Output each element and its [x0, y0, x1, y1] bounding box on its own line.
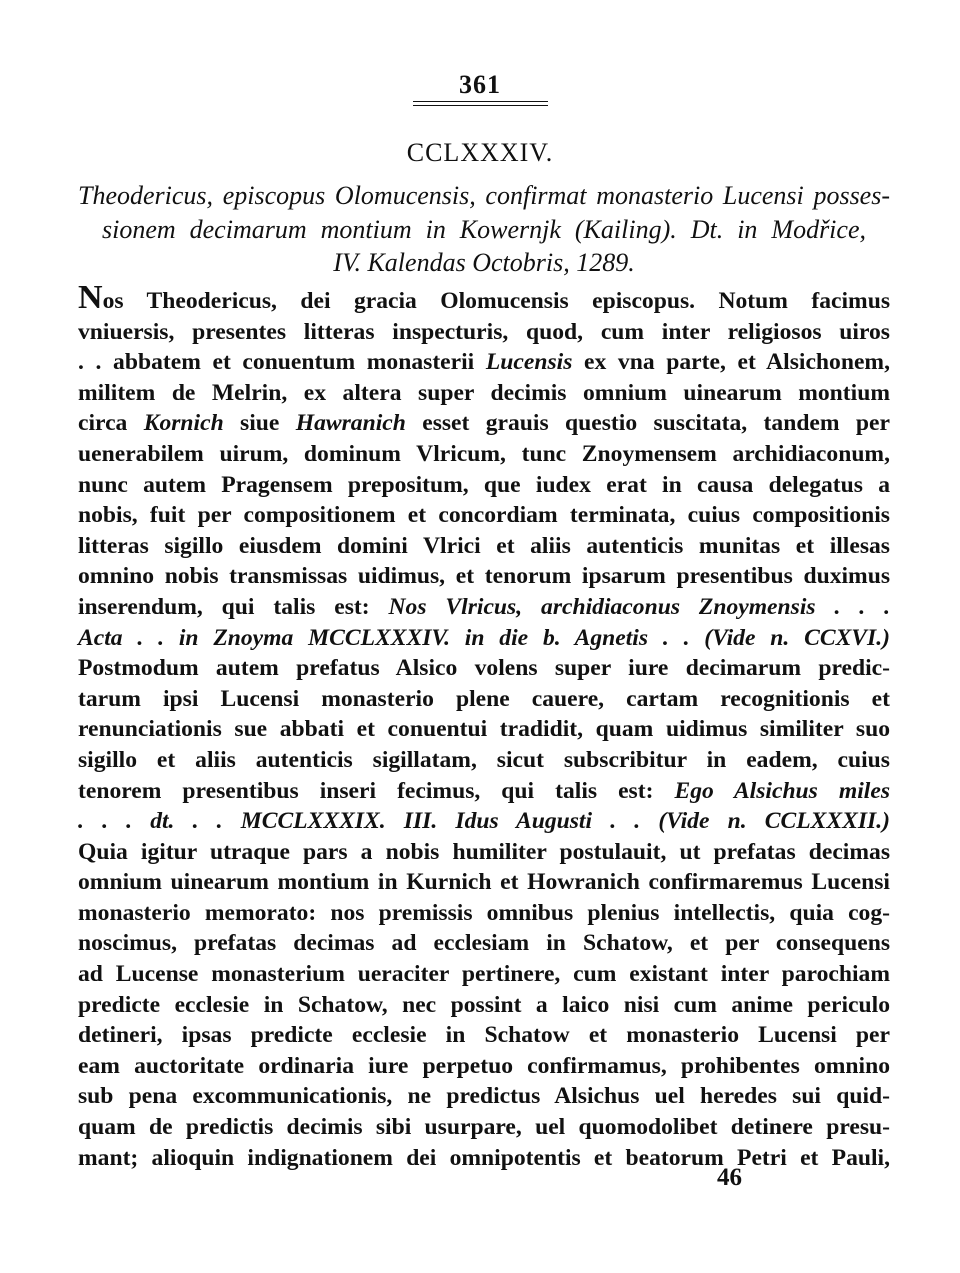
header-rule-top [413, 101, 548, 102]
italic-text: Hawranich [295, 410, 406, 437]
document-heading [78, 179, 890, 280]
body-text: os Theodericus, dei gracia Olomucensis episcopus. Notum facimus [102, 288, 890, 314]
body-line [78, 470, 890, 501]
header-rule-bottom [413, 105, 548, 106]
body-line [78, 500, 890, 531]
body-text: nobis, fuit per compositionem et concordiam terminata, cuius compositionis [78, 502, 890, 529]
body-line [78, 806, 890, 837]
body-text: inserendum, qui talis est: [78, 593, 389, 620]
heading-line: Theodericus, episcopus Olomucensis, confirmat monasterio Lucensi posses- [78, 181, 890, 210]
body-line [78, 776, 890, 807]
heading-line: sionem decimarum montium in Kowernjk (Kailing). Dt. in Modřice, [102, 214, 866, 244]
body-text: eam auctoritate ordinaria iure perpetuo confirmamus, prohibentes omnino [78, 1052, 890, 1079]
body-text: mant; alioquin indignationem dei omnipotentis et beatorum Petri et Pauli, [78, 1144, 890, 1171]
body-text: esset grauis questio suscitata, tandem per [405, 410, 890, 437]
body-line [78, 1112, 890, 1143]
body-text: monasterio memorato: nos premissis omnibus plenius intellectis, quia cog- [78, 899, 890, 926]
body-line [78, 378, 890, 409]
body-text: militem de Melrin, ex altera super decimis omnium uinearum montium [78, 379, 890, 406]
italic-text: . . . dt. . . MCCLXXXIX. III. Idus Augusti . . (Vide n. CCLXXXII.) [78, 808, 890, 835]
body-line [78, 408, 890, 439]
body-text: circa [78, 410, 144, 437]
body-line [78, 623, 890, 654]
body-text: tenorem presentibus inseri fecimus, qui talis est: [78, 777, 675, 804]
body-line [78, 531, 890, 562]
body-line [78, 347, 890, 378]
body-text: uenerabilem uirum, dominum Vlricum, tunc Znoymensem archidiaconum, [78, 440, 890, 467]
signature-mark: 46 [717, 1164, 742, 1191]
italic-text: Acta . . in Znoyma MCCLXXXIV. in die b. Agnetis . . (Vide n. CCXVI.) [78, 624, 890, 651]
body-text: Quia igitur utraque pars a nobis humiliter postulauit, ut prefatas decimas [78, 838, 890, 865]
body-line [78, 745, 890, 776]
body-line [78, 684, 890, 715]
body-line [78, 714, 890, 745]
body-text: . . abbatem et conuentum monasterii [78, 349, 486, 376]
body-text: omnino nobis transmissas uidimus, et tenorum ipsarum presentibus duximus [78, 563, 890, 590]
body-line [78, 439, 890, 470]
body-text: detineri, ipsas predicte ecclesie in Schatow et monasterio Lucensi per [78, 1022, 890, 1049]
document-number: CCLXXXIV. [406, 138, 554, 167]
body-text: nunc autem Pragensem prepositum, que iudex erat in causa delegatus a [78, 471, 890, 498]
page-number: 361 [459, 70, 501, 99]
body-line [78, 837, 890, 868]
body-line [78, 1081, 890, 1112]
body-text: renunciationis sue abbati et conuentui tradidit, quam uidimus similiter suo [78, 716, 890, 743]
italic-text: Nos Vlricus, archidiaconus Znoymensis . . . [388, 593, 890, 620]
body-line [78, 1051, 890, 1082]
body-line [78, 990, 890, 1021]
body-line [78, 867, 890, 898]
body-text: tarum ipsi Lucensi monasterio plene cauere, cartam recognitionis et [78, 685, 890, 712]
body-text: litteras sigillo eiusdem domini Vlrici et aliis autenticis munitas et illesas [78, 532, 890, 559]
body-line [78, 317, 890, 348]
body-text: ad Lucense monasterium ueraciter pertinere, cum existant inter parochiam [78, 961, 890, 988]
body-line [78, 279, 890, 317]
document-body [78, 279, 890, 1173]
body-text: siue [223, 410, 296, 437]
body-text: ex vna parte, et Alsichonem, [572, 349, 890, 376]
body-line [78, 1143, 890, 1174]
italic-text: Lucensis [485, 349, 573, 376]
body-text: vniuersis, presentes litteras inspecturis, quod, cum inter religiosos uiros [78, 318, 890, 345]
drop-cap: N [78, 279, 103, 316]
body-text: sigillo et aliis autenticis sigillatam, sicut subscribitur in eadem, cuius [78, 746, 890, 773]
body-text: noscimus, prefatas decimas ad ecclesiam in Schatow, et per consequens [78, 930, 890, 957]
body-line [78, 561, 890, 592]
body-line [78, 653, 890, 684]
body-text: Postmodum autem prefatus Alsico volens super iure decimarum predic- [78, 655, 890, 682]
body-line [78, 898, 890, 929]
italic-text: Ego Alsichus miles [674, 777, 890, 804]
body-text: predicte ecclesie in Schatow, nec possint a laico nisi cum anime periculo [78, 991, 890, 1018]
body-text: sub pena excommunicationis, ne predictus Alsichus uel heredes sui quid- [78, 1083, 890, 1110]
body-text: omnium uinearum montium in Kurnich et Howranich confirmaremus Lucensi [78, 869, 890, 896]
body-line [78, 592, 890, 623]
body-line [78, 1020, 890, 1051]
italic-text: Kornich [143, 410, 224, 437]
body-line [78, 928, 890, 959]
heading-line: IV. Kalendas Octobris, 1289. [333, 248, 635, 277]
body-line [78, 959, 890, 990]
body-text: quam de predictis decimis sibi usurpare, uel quomodolibet detinere presu- [78, 1114, 890, 1141]
